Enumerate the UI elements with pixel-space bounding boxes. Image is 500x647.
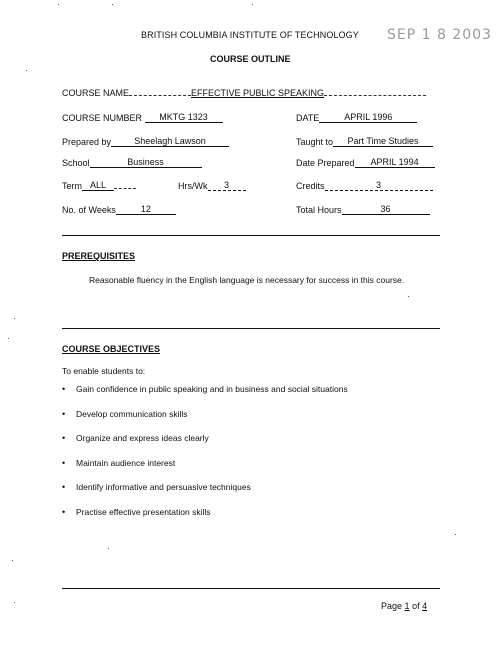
- credits-value: 3: [325, 180, 433, 191]
- bullet-icon: •: [62, 433, 66, 443]
- date-prepared-value: APRIL 1994: [355, 157, 435, 168]
- course-number-row: [62, 112, 223, 123]
- school-label: School: [62, 158, 90, 168]
- section-divider: [62, 235, 440, 236]
- term-value: ALL: [82, 180, 114, 191]
- date-value: APRIL 1996: [319, 112, 417, 123]
- hrs-wk-label: Hrs/Wk: [178, 181, 208, 191]
- leader-dots: [114, 181, 136, 189]
- credits-label: Credits: [296, 181, 325, 191]
- page-number: Page 1 of 4: [381, 601, 428, 611]
- date-prepared-label: Date Prepared: [296, 158, 355, 168]
- institution-name: BRITISH COLUMBIA INSTITUTE OF TECHNOLOGY: [141, 30, 359, 40]
- term-row: [62, 180, 136, 191]
- objectives-heading: COURSE OBJECTIVES: [62, 344, 161, 354]
- course-name-value: EFFECTIVE PUBLIC SPEAKING: [191, 88, 325, 98]
- bullet-icon: •: [62, 506, 66, 517]
- list-item: • Gain confidence in public speaking and in business and social situations: [62, 384, 348, 394]
- weeks-value: 12: [116, 204, 176, 215]
- taught-to-label: Taught to: [296, 137, 334, 147]
- list-item: • Organize and express ideas clearly: [62, 433, 209, 443]
- section-divider: [62, 328, 440, 329]
- scan-speck: [252, 4, 253, 5]
- prerequisites-text: Reasonable fluency in the English language is necessary for success in this course.: [89, 275, 405, 285]
- bullet-icon: •: [62, 408, 66, 419]
- list-item: • Develop communication skills: [62, 408, 188, 419]
- prepared-by-row: [62, 136, 229, 147]
- taught-to-row: [296, 136, 433, 147]
- scan-speck: [408, 296, 409, 297]
- bullet-icon: •: [62, 384, 66, 394]
- taught-to-value: Part Time Studies: [333, 136, 433, 147]
- prepared-by-label: Prepared by: [62, 137, 112, 147]
- scan-speck: [14, 318, 15, 319]
- credits-row: [296, 180, 433, 191]
- term-label: Term: [62, 181, 82, 191]
- weeks-label: No. of Weeks: [62, 205, 116, 215]
- weeks-row: [62, 204, 176, 215]
- school-value: Business: [90, 157, 202, 168]
- course-name-row: [62, 88, 426, 98]
- leader-dots: [324, 88, 426, 96]
- scan-speck: [8, 338, 9, 339]
- scan-speck: [26, 70, 27, 71]
- document-title: COURSE OUTLINE: [210, 54, 291, 64]
- course-number-value: MKTG 1323: [145, 112, 223, 123]
- school-row: [62, 157, 202, 168]
- date-label: DATE: [296, 113, 320, 123]
- scan-speck: [108, 548, 109, 549]
- scan-speck: [58, 4, 59, 5]
- date-row: [296, 112, 417, 123]
- course-number-label: COURSE NUMBER: [62, 113, 143, 123]
- total-hours-value: 36: [342, 204, 430, 215]
- scan-speck: [112, 4, 113, 5]
- hrs-wk-row: [178, 180, 246, 191]
- received-date-stamp: SEP 1 8 2003: [387, 27, 492, 43]
- leader-dots: [129, 88, 191, 96]
- objectives-intro: To enable students to:: [62, 366, 146, 376]
- bullet-icon: •: [62, 457, 66, 468]
- total-hours-row: [296, 204, 430, 215]
- date-prepared-row: [296, 157, 435, 168]
- footer-divider: [62, 588, 440, 589]
- prerequisites-heading: PREREQUISITES: [62, 251, 136, 261]
- list-item: • Maintain audience interest: [62, 457, 176, 468]
- scan-speck: [14, 602, 15, 603]
- list-item: • Practise effective presentation skills: [62, 506, 211, 517]
- prepared-by-value: Sheelagh Lawson: [111, 136, 229, 147]
- course-name-label: COURSE NAME: [62, 88, 130, 98]
- scan-speck: [12, 560, 13, 561]
- total-hours-label: Total Hours: [296, 205, 342, 215]
- page-current: 1: [404, 601, 410, 611]
- bullet-icon: •: [62, 482, 66, 492]
- page-total: 4: [422, 601, 428, 611]
- hrs-wk-value: 3: [208, 180, 246, 191]
- scan-speck: [455, 534, 456, 535]
- objectives-list: [62, 384, 348, 531]
- list-item: • Identify informative and persuasive techniques: [62, 482, 251, 492]
